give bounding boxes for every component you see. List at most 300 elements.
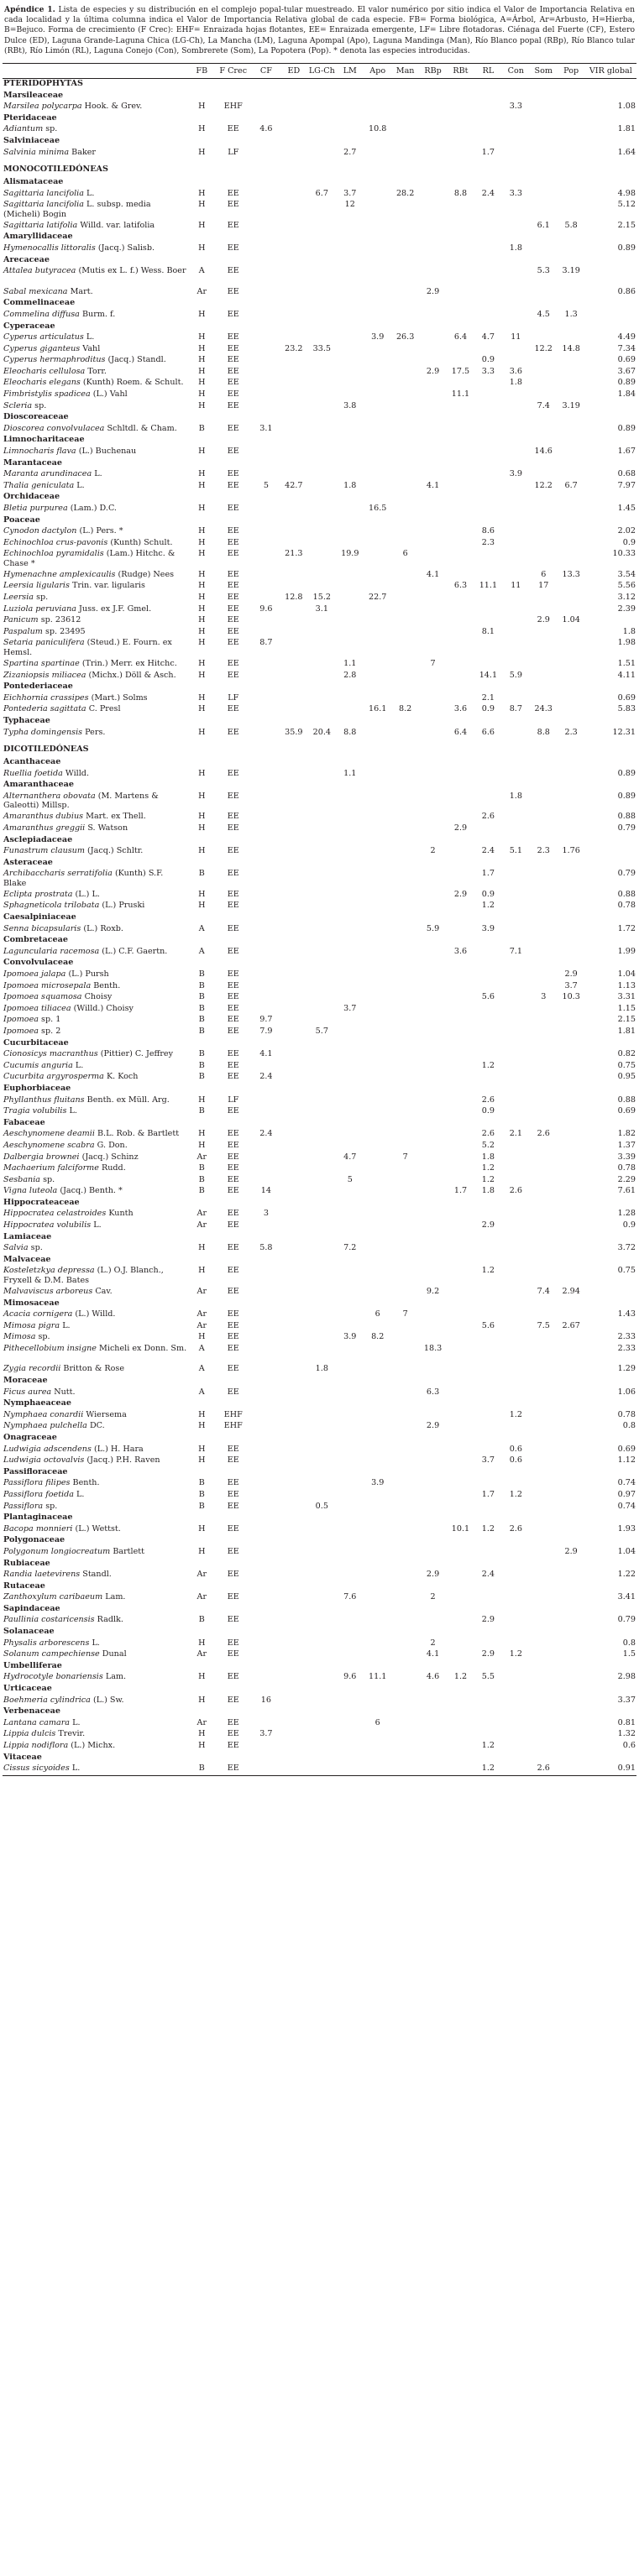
site-value-cell [558, 1186, 585, 1198]
species-row [3, 1615, 636, 1627]
site-value-cell [364, 1387, 391, 1399]
site-value-cell [252, 627, 280, 639]
site-value-cell [558, 200, 585, 221]
species-name [3, 1763, 190, 1775]
site-value-cell: 0.6 [509, 1455, 522, 1466]
growth-form-cell: EE [227, 1672, 239, 1682]
species-epithet: Hymenachne amplexicaulis [3, 569, 116, 579]
species-name [3, 1478, 190, 1490]
site-value-cell [447, 1410, 474, 1422]
site-value-cell [502, 538, 530, 550]
site-value-cell [280, 148, 307, 159]
species-author: (Mutis ex L. f.) Wess. Boer [78, 266, 186, 276]
site-value-cell [447, 1364, 474, 1376]
site-value-cell [502, 992, 530, 1004]
site-value-cell [558, 638, 585, 659]
species-epithet: Sesbania [3, 1174, 41, 1184]
global-vir-cell: 0.88 [617, 889, 636, 899]
species-row [3, 1027, 636, 1038]
site-value-cell [364, 1106, 391, 1118]
site-value-cell [447, 538, 474, 550]
site-value-cell [391, 355, 419, 367]
family-name: Commelinaceae [3, 298, 76, 308]
site-value-cell [391, 243, 419, 255]
species-name [3, 1638, 190, 1650]
global-vir-cell [585, 310, 636, 321]
family-name: Cyperaceae [3, 321, 55, 331]
biological-form-cell: B [198, 1106, 205, 1116]
species-epithet: Bletia purpurea [3, 504, 68, 514]
site-value-cell [474, 969, 502, 981]
site-value-cell: 42.7 [285, 480, 303, 490]
site-value-cell [447, 1309, 474, 1321]
growth-form-cell: EE [227, 480, 239, 490]
family-name: Solanaceae [3, 1627, 55, 1637]
family-name: Pteridaceae [3, 112, 57, 123]
site-value-cell [252, 1421, 280, 1433]
site-value-cell [336, 1209, 364, 1220]
site-value-cell [307, 148, 336, 159]
site-value-cell [502, 1729, 530, 1741]
species-name [3, 1696, 190, 1707]
species-row [3, 604, 636, 616]
site-value-cell [419, 1129, 447, 1141]
species-name [3, 1570, 190, 1581]
site-value-cell [558, 890, 585, 901]
species-author: (L.) H. Hara [93, 1444, 144, 1454]
site-value-cell [447, 124, 474, 136]
site-value-cell: 6.3 [453, 581, 468, 591]
species-author: Juss. ex J.F. Gmel. [79, 604, 152, 614]
site-value-cell [530, 1309, 558, 1321]
site-value-cell: 3.9 [509, 469, 522, 479]
site-value-cell [364, 1696, 391, 1707]
site-value-cell [474, 1638, 502, 1650]
biological-form-cell: B [198, 980, 205, 990]
family-row [3, 515, 636, 527]
species-row [3, 266, 636, 287]
site-value-cell [252, 869, 280, 890]
site-value-cell [280, 1344, 307, 1365]
species-name [3, 981, 190, 993]
site-value-cell: 8.6 [481, 526, 495, 536]
site-value-cell [474, 1410, 502, 1422]
site-value-cell [364, 1266, 391, 1287]
site-value-cell [391, 1061, 419, 1073]
site-value-cell: 16.5 [369, 504, 387, 514]
species-epithet: Cionosicys macranthus [3, 1049, 98, 1059]
biological-form-cell: H [198, 670, 206, 680]
site-value-cell: 6 [402, 549, 408, 559]
species-epithet: Kosteletzkya depressa [3, 1266, 95, 1276]
group-heading-row [3, 739, 636, 757]
global-vir-cell: 1.45 [617, 504, 636, 514]
species-author: (Kunth) Roem. & Schult. [82, 378, 184, 388]
species-name [3, 728, 190, 739]
site-value-cell [364, 1186, 391, 1198]
site-value-cell [502, 1364, 530, 1376]
site-value-cell [391, 1638, 419, 1650]
biological-form-cell: A [198, 1343, 205, 1353]
site-value-cell [307, 266, 336, 287]
site-value-cell: 33.5 [312, 343, 331, 353]
biological-form-cell: H [198, 812, 206, 822]
site-value-cell [280, 1672, 307, 1684]
biological-form-cell: H [198, 243, 206, 253]
site-value-cell [336, 1455, 364, 1467]
site-value-cell [558, 1332, 585, 1344]
site-value-cell [419, 200, 447, 221]
site-value-cell [419, 355, 447, 367]
site-value-cell: 8.8 [537, 727, 550, 737]
biological-form-cell: H [198, 692, 206, 703]
site-value-cell [364, 1649, 391, 1661]
species-name [3, 1061, 190, 1073]
site-value-cell [502, 769, 530, 781]
family-name: Moraceae [3, 1376, 48, 1386]
site-value-cell [419, 1061, 447, 1073]
species-epithet: Eichhornia crassipes [3, 692, 89, 703]
species-author: Radlk. [97, 1615, 123, 1625]
column-header: VIR global [585, 64, 636, 79]
species-row [3, 792, 636, 813]
site-value-cell [280, 1364, 307, 1376]
site-value-cell [252, 1332, 280, 1344]
global-vir-cell: 1.72 [617, 923, 636, 933]
site-value-cell [336, 266, 364, 287]
family-name: Limnocharitaceae [3, 435, 85, 445]
site-value-cell [280, 1072, 307, 1084]
site-value-cell [558, 947, 585, 959]
site-value-cell [419, 332, 447, 344]
site-value-cell [364, 1061, 391, 1073]
biological-form-cell: H [198, 220, 206, 230]
site-value-cell [447, 1718, 474, 1730]
growth-form-cell: EE [227, 1174, 239, 1184]
site-value-cell [558, 769, 585, 781]
site-value-cell: 6.6 [481, 727, 495, 737]
site-value-cell [502, 124, 530, 136]
site-value-cell [419, 638, 447, 659]
site-value-cell [474, 102, 502, 113]
site-value-cell [530, 1524, 558, 1536]
site-value-cell [252, 1387, 280, 1399]
global-vir-cell: 4.98 [617, 188, 636, 198]
growth-form-cell: EE [227, 355, 239, 365]
species-name [3, 1027, 190, 1038]
site-value-cell: 2.67 [562, 1320, 580, 1330]
site-value-cell [474, 604, 502, 616]
site-value-cell [252, 728, 280, 739]
site-value-cell [474, 1004, 502, 1016]
site-value-cell [419, 593, 447, 604]
site-value-cell [530, 924, 558, 936]
site-value-cell [419, 378, 447, 389]
site-value-cell [474, 200, 502, 221]
species-name [3, 189, 190, 201]
site-value-cell [530, 638, 558, 659]
site-value-cell [364, 1638, 391, 1650]
site-value-cell [364, 1502, 391, 1513]
site-value-cell: 1.8 [343, 480, 357, 490]
site-value-cell [391, 1592, 419, 1604]
species-name [3, 638, 190, 659]
species-row [3, 1072, 636, 1084]
site-value-cell: 6 [374, 1309, 380, 1319]
column-header: Pop [558, 64, 585, 79]
site-value-cell [558, 1387, 585, 1399]
site-value-cell [364, 1321, 391, 1333]
site-value-cell [558, 1129, 585, 1141]
site-value-cell [280, 102, 307, 113]
global-vir-cell: 0.89 [617, 791, 636, 801]
species-epithet: Ruellia foetida [3, 768, 63, 778]
site-value-cell [280, 389, 307, 401]
site-value-cell: 7 [402, 1309, 408, 1319]
growth-form-cell: EHF [223, 102, 243, 112]
growth-form-cell: EE [227, 1163, 239, 1173]
biological-form-cell: A [198, 923, 205, 933]
global-vir-cell: 0.91 [585, 1763, 636, 1775]
site-value-cell [502, 901, 530, 912]
site-value-cell [391, 693, 419, 705]
site-value-cell [280, 1696, 307, 1707]
site-value-cell [336, 378, 364, 389]
site-value-cell [474, 1049, 502, 1061]
site-value-cell [391, 1570, 419, 1581]
species-author: Rudd. [102, 1163, 126, 1173]
site-value-cell [530, 148, 558, 159]
site-value-cell [252, 549, 280, 570]
site-value-cell: 5.8 [564, 220, 578, 230]
site-value-cell [530, 287, 558, 299]
site-value-cell [558, 1741, 585, 1753]
species-row [3, 846, 636, 858]
species-epithet: Dalbergia brownei [3, 1152, 80, 1162]
species-table [3, 63, 636, 1776]
site-value-cell: 2 [430, 846, 436, 856]
site-value-cell [307, 1387, 336, 1399]
species-row [3, 1095, 636, 1107]
species-epithet: Randia laetevirens [3, 1570, 81, 1580]
species-name [3, 792, 190, 813]
site-value-cell [307, 1129, 336, 1141]
biological-form-cell: H [198, 1409, 206, 1419]
biological-form-cell: H [198, 147, 206, 157]
biological-form-cell: H [198, 768, 206, 778]
species-epithet: Leersia [3, 593, 34, 603]
global-vir-cell: 4.49 [617, 332, 636, 342]
species-epithet: Hippocratea celastroides [3, 1209, 107, 1219]
site-value-cell: 1.2 [509, 1649, 522, 1659]
species-row [3, 570, 636, 582]
site-value-cell: 5 [263, 480, 269, 490]
site-value-cell [502, 1220, 530, 1232]
growth-form-cell: EE [227, 309, 239, 319]
site-value-cell: 7.4 [537, 1286, 550, 1296]
site-value-cell [391, 769, 419, 781]
site-value-cell [530, 1421, 558, 1433]
species-row [3, 593, 636, 604]
site-value-cell [364, 969, 391, 981]
site-value-cell [280, 1309, 307, 1321]
site-value-cell [558, 1649, 585, 1661]
species-row [3, 1004, 636, 1016]
species-row [3, 1129, 636, 1141]
biological-form-cell: H [198, 569, 206, 579]
species-row [3, 981, 636, 993]
site-value-cell: 5.6 [481, 1320, 495, 1330]
growth-form-cell: EE [227, 593, 239, 603]
site-value-cell [502, 1696, 530, 1707]
global-vir-cell: 0.81 [617, 1717, 636, 1727]
site-value-cell [530, 102, 558, 113]
site-value-cell [558, 1763, 585, 1775]
site-value-cell [447, 1072, 474, 1084]
site-value-cell [530, 1696, 558, 1707]
site-value-cell: 16 [260, 1695, 271, 1705]
site-value-cell [502, 310, 530, 321]
site-value-cell [280, 659, 307, 671]
site-value-cell [474, 1502, 502, 1513]
site-value-cell [558, 704, 585, 716]
site-value-cell [364, 189, 391, 201]
species-name [3, 1332, 190, 1344]
site-value-cell: 2.9 [564, 969, 578, 980]
biological-form-cell: Ar [196, 1286, 207, 1296]
site-value-cell [307, 1729, 336, 1741]
biological-form-cell: B [198, 1174, 205, 1184]
species-epithet: Cucurbita argyrosperma [3, 1072, 104, 1082]
site-value-cell [558, 1490, 585, 1502]
site-value-cell [252, 693, 280, 705]
site-value-cell: 2.6 [481, 1095, 495, 1105]
species-author: Lam. [105, 1672, 127, 1682]
species-name [3, 287, 190, 299]
site-value-cell [307, 704, 336, 716]
site-value-cell [280, 1490, 307, 1502]
site-value-cell [280, 1502, 307, 1513]
site-value-cell [502, 1049, 530, 1061]
species-name [3, 1220, 190, 1232]
site-value-cell [336, 221, 364, 233]
global-vir-cell [585, 1321, 636, 1333]
site-value-cell [419, 1015, 447, 1027]
site-value-cell [419, 221, 447, 233]
site-value-cell [391, 1141, 419, 1152]
site-value-cell [364, 1763, 391, 1775]
site-value-cell [252, 1524, 280, 1536]
site-value-cell [336, 389, 364, 401]
biological-form-cell: H [198, 389, 206, 400]
site-value-cell: 8.8 [343, 727, 357, 737]
site-value-cell [364, 671, 391, 682]
site-value-cell: 2.9 [564, 1546, 578, 1556]
global-vir-cell: 0.97 [617, 1489, 636, 1499]
species-name [3, 1741, 190, 1753]
biological-form-cell: H [198, 638, 206, 648]
species-epithet: Alternanthera obovata [3, 791, 96, 801]
site-value-cell: 7 [402, 1152, 408, 1162]
site-value-cell [336, 504, 364, 515]
global-vir-cell [585, 401, 636, 413]
species-name [3, 1344, 190, 1365]
table-body [3, 79, 636, 1776]
site-value-cell [391, 1718, 419, 1730]
biological-form-cell: H [198, 355, 206, 365]
site-value-cell [502, 1763, 530, 1775]
species-name [3, 693, 190, 705]
species-name [3, 1364, 190, 1376]
site-value-cell [558, 1220, 585, 1232]
family-name: Rutaceae [3, 1581, 45, 1591]
site-value-cell [280, 671, 307, 682]
global-vir-cell: 0.74 [617, 1478, 636, 1488]
site-value-cell [419, 604, 447, 616]
family-row [3, 1467, 636, 1479]
site-value-cell [391, 627, 419, 639]
biological-form-cell: H [198, 504, 206, 514]
growth-form-cell: EE [227, 1364, 239, 1374]
site-value-cell [474, 504, 502, 515]
family-name: Hippocrateaceae [3, 1197, 80, 1207]
global-vir-cell: 0.75 [617, 1266, 636, 1276]
species-row [3, 1152, 636, 1164]
site-value-cell [530, 389, 558, 401]
site-value-cell [419, 869, 447, 890]
site-value-cell [364, 890, 391, 901]
species-row [3, 243, 636, 255]
global-vir-cell: 1.67 [617, 447, 636, 457]
species-epithet: Salvia [3, 1243, 29, 1253]
family-row [3, 1198, 636, 1210]
site-value-cell [391, 901, 419, 912]
site-value-cell [530, 1072, 558, 1084]
site-value-cell [252, 890, 280, 901]
site-value-cell [336, 102, 364, 113]
site-value-cell [252, 1638, 280, 1650]
family-row [3, 682, 636, 693]
species-epithet: Paullinia costaricensis [3, 1615, 95, 1625]
site-value-cell [307, 638, 336, 659]
site-value-cell [307, 1638, 336, 1650]
site-value-cell [558, 1072, 585, 1084]
species-author: sp. 23495 [45, 626, 86, 636]
site-value-cell [252, 538, 280, 550]
site-value-cell [336, 924, 364, 936]
site-value-cell [502, 1015, 530, 1027]
site-value-cell [252, 469, 280, 481]
growth-form-cell: EE [227, 1501, 239, 1511]
site-value-cell [474, 310, 502, 321]
site-value-cell [307, 310, 336, 321]
global-vir-cell: 4.11 [617, 670, 636, 680]
site-value-cell [447, 1502, 474, 1513]
growth-form-cell: EE [227, 389, 239, 400]
species-name [3, 504, 190, 515]
global-vir-cell: 0.89 [617, 243, 636, 253]
site-value-cell [307, 367, 336, 379]
site-value-cell [280, 469, 307, 481]
site-value-cell: 12.8 [285, 593, 303, 603]
species-author: (L.) Sw. [92, 1695, 124, 1705]
growth-form-cell: EE [227, 1592, 239, 1602]
species-epithet: Leersia ligularis [3, 581, 70, 591]
site-value-cell [447, 615, 474, 627]
site-value-cell: 4.5 [537, 309, 550, 319]
site-value-cell [530, 526, 558, 538]
site-value-cell [391, 1095, 419, 1107]
